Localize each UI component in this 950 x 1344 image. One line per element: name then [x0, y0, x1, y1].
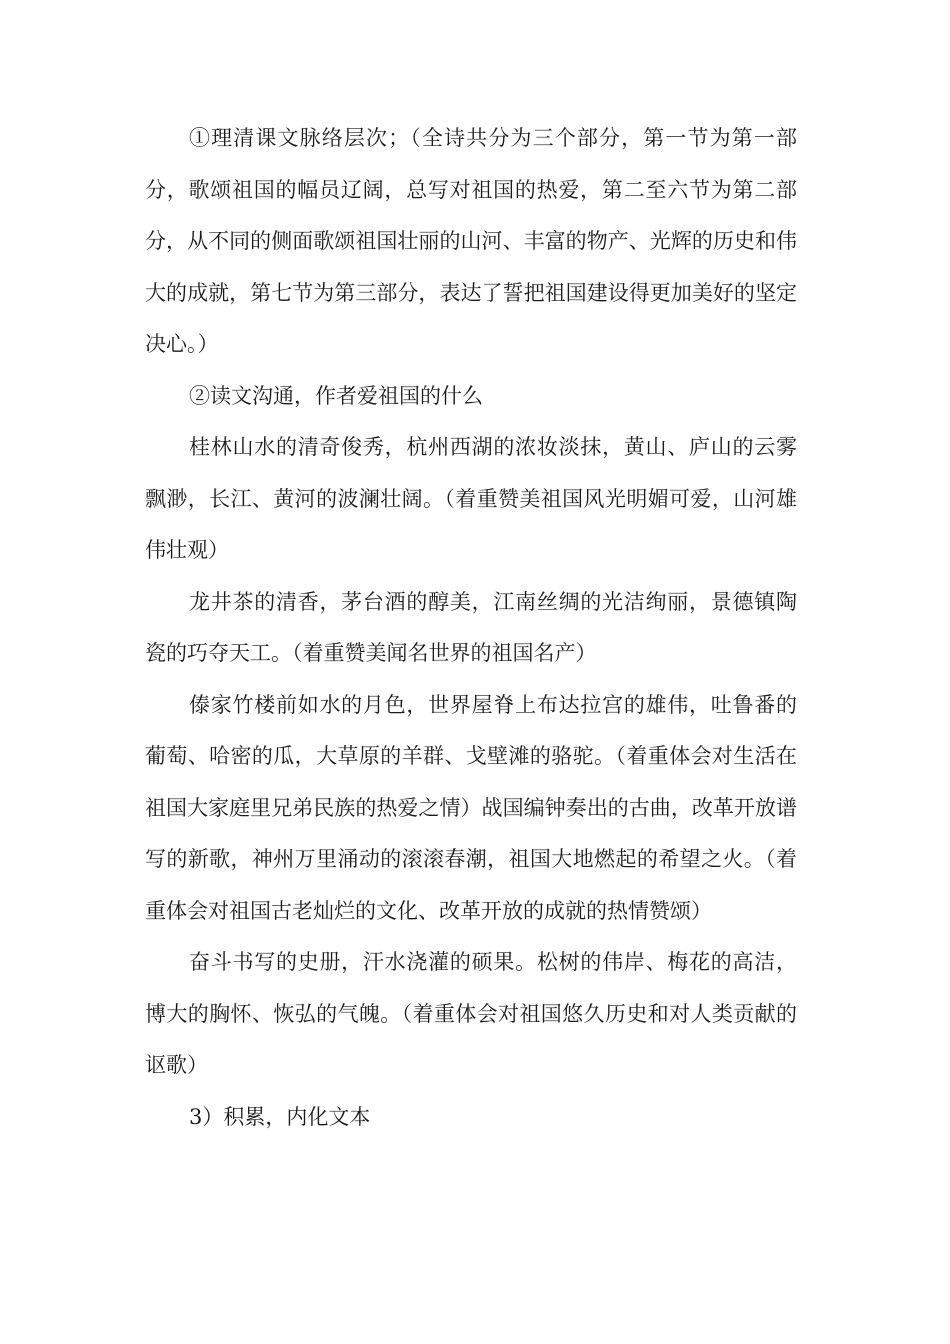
paragraph-history: 奋斗书写的史册，汗水浇灌的硕果。松树的伟岸、梅花的高洁，博大的胸怀、恢弘的气魄。（着重体会对祖国悠久历史和对人类贡献的讴歌）: [145, 950, 797, 1077]
paragraph-products: 龙井茶的清香，茅台酒的醇美，江南丝绸的光洁绚丽，景德镇陶瓷的巧夺天工。（着重赞美闻名世界的祖国名产）: [145, 589, 797, 665]
paragraph-section-heading: 3）积累，内化文本: [189, 1104, 371, 1129]
paragraph-ethnic-culture: 傣家竹楼前如水的月色，世界屋脊上布达拉宫的雄伟，吐鲁番的葡萄、哈密的瓜，大草原的羊群、戈壁滩的骆驼。（着重体会对生活在祖国大家庭里兄弟民族的热爱之情）战国编钟奏出的古曲，改革开放谱写的新歌，神州万里涌动的滚滚春潮，祖国大地燃起的希望之火。（着重体会对祖国古老灿烂的文化、改革开放的成就的热情赞颂）: [145, 692, 797, 923]
paragraph-question: ②读文沟通，作者爱祖国的什么: [189, 383, 483, 408]
paragraph-structure: ①理清课文脉络层次；（全诗共分为三个部分，第一节为第一部分，歌颂祖国的幅员辽阔，总写对祖国的热爱，第二至六节为第二部分，从不同的侧面歌颂祖国壮丽的山河、丰富的物产、光辉的历史和伟大的成就，第七节为第三部分，表达了誓把祖国建设得更加美好的坚定决心。）: [145, 126, 797, 356]
paragraph-scenery: 桂林山水的清奇俊秀，杭州西湖的浓妆淡抹，黄山、庐山的云雾飘渺，长江、黄河的波澜壮阔。（着重赞美祖国风光明媚可爱，山河雄伟壮观）: [145, 435, 797, 562]
document-body: [145, 113, 797, 1143]
